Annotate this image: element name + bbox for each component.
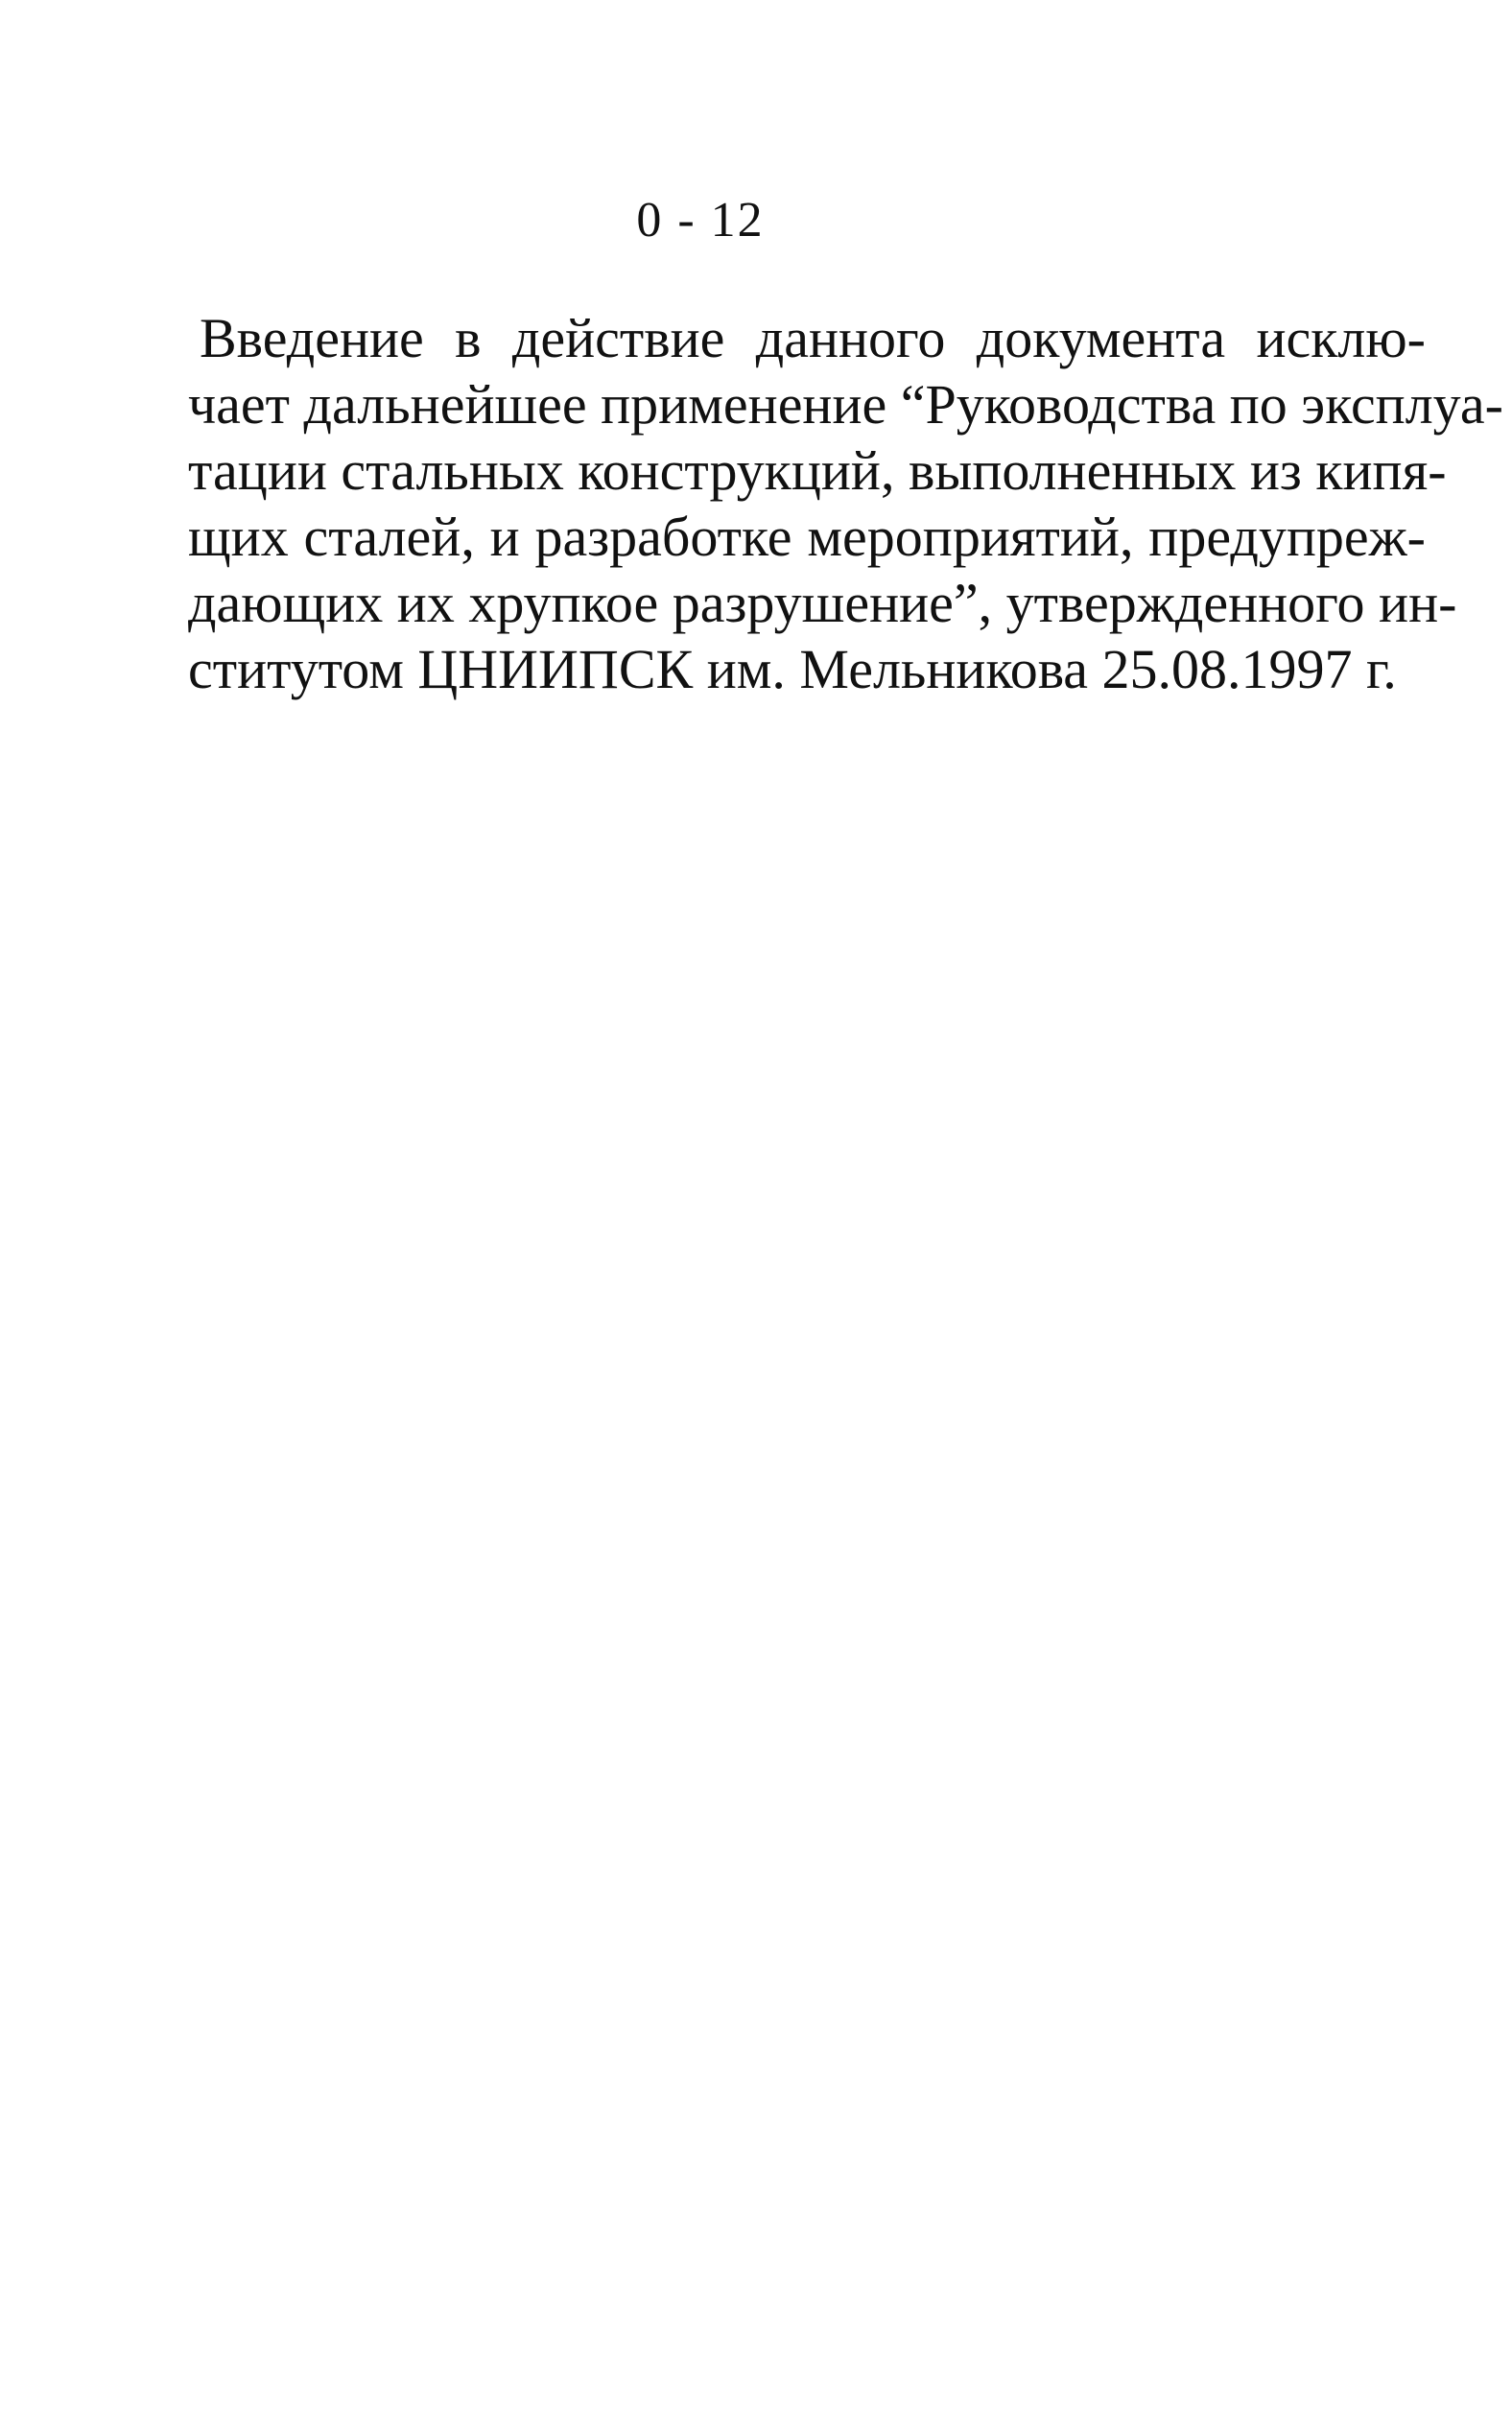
- page-number: 0 - 12: [636, 193, 765, 248]
- paragraph-line: щих сталей, и разработке мероприятий, предупреж-: [188, 506, 1426, 568]
- paragraph-line: тации стальных конструкций, выполненных из кипя-: [188, 439, 1447, 502]
- body-paragraph: [188, 305, 1503, 702]
- paragraph-line: чает дальнейшее применение “Руководства по эксплуа-: [188, 373, 1503, 436]
- paragraph-line: ститутом ЦНИИПСК им. Мельникова 25.08.1997 г.: [188, 638, 1397, 700]
- paragraph-line: Введение в действие данного документа исклю-: [200, 307, 1426, 369]
- paragraph-line: дающих их хрупкое разрушение”, утвержденного ин-: [188, 572, 1457, 634]
